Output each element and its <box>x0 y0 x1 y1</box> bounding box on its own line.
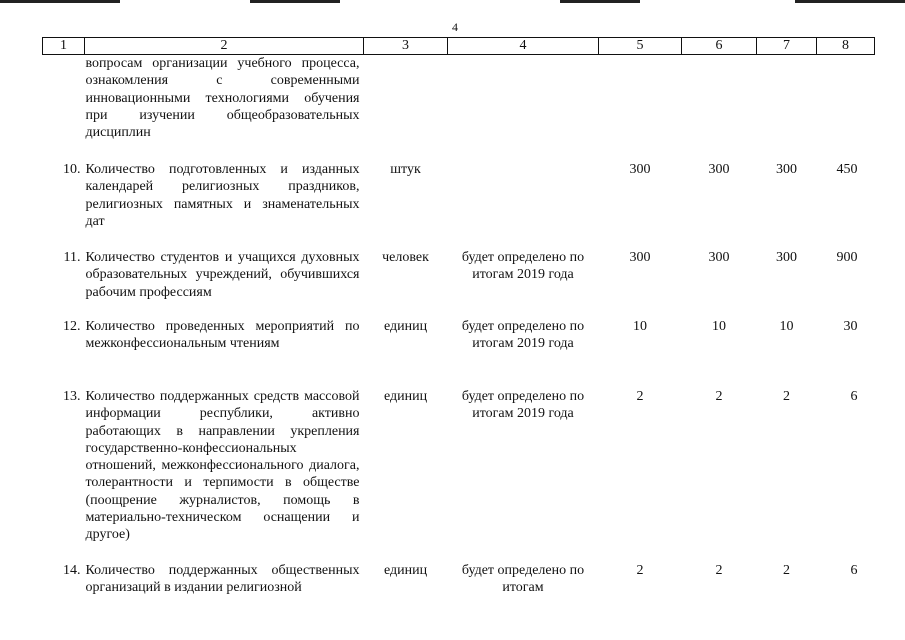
value-col7: 2 <box>783 389 790 404</box>
row-number: 10. <box>63 162 81 177</box>
column-header-6: 6 <box>682 38 757 55</box>
table-row <box>43 161 875 249</box>
value-col5 <box>599 55 682 162</box>
column-header-2: 2 <box>85 38 364 55</box>
unit-cell: человек <box>382 250 429 265</box>
indicator-text: Количество подготовленных и изданных календарей религиозных праздников, религиозных памятных и знаменательных дат <box>85 162 360 229</box>
value-col6: 300 <box>708 162 730 177</box>
value-col5: 2 <box>636 563 644 578</box>
base-value-cell: будет определено по итогам <box>461 563 585 596</box>
row-number <box>43 55 85 162</box>
table-row <box>43 388 875 562</box>
base-value-cell: будет определено по итогам 2019 года <box>461 389 585 422</box>
indicator-text: Количество поддержанных общественных организаций в издании религиозной <box>85 563 360 596</box>
base-value-cell <box>448 55 599 162</box>
value-col7: 10 <box>779 319 794 334</box>
indicator-text: Количество студентов и учащихся духовных образовательных учреждений, обучившихся рабочим профессиям <box>85 250 360 300</box>
value-col6: 2 <box>715 389 723 404</box>
indicator-text: Количество поддержанных средств массовой информации республики, активно работающих в направлении укрепления государственно-конфессиональных отношений, межконфессионального диалога, толерантности и терпимости в обществе (поощрение журналистов, помощь в материально-техническом оснащении и другое) <box>85 389 360 543</box>
value-col8 <box>817 55 875 162</box>
unit-cell: единиц <box>383 389 428 404</box>
value-col8: 6 <box>850 563 858 578</box>
value-col7: 2 <box>783 563 790 578</box>
table-row <box>43 55 875 162</box>
unit-cell: единиц <box>383 563 428 578</box>
column-header-4: 4 <box>448 38 599 55</box>
column-header-7: 7 <box>757 38 817 55</box>
value-col8: 900 <box>836 250 858 265</box>
value-col6 <box>682 55 757 162</box>
indicator-text: Количество проведенных мероприятий по межконфессиональным чтениям <box>85 319 360 352</box>
value-col7 <box>757 55 817 162</box>
indicators-table <box>42 37 875 602</box>
column-header-8: 8 <box>817 38 875 55</box>
table-row <box>43 318 875 388</box>
value-col6: 300 <box>708 250 730 265</box>
base-value-cell: будет определено по итогам 2019 года <box>461 250 585 283</box>
unit-cell: штук <box>390 162 421 177</box>
value-col5: 2 <box>636 389 644 404</box>
column-header-1: 1 <box>43 38 85 55</box>
column-number-header-row <box>43 38 875 55</box>
value-col7: 300 <box>776 162 797 177</box>
unit-cell <box>364 55 448 162</box>
value-col5: 300 <box>629 250 651 265</box>
unit-cell: единиц <box>383 319 428 334</box>
table-row <box>43 562 875 602</box>
value-col8: 30 <box>843 319 858 334</box>
value-col5: 300 <box>629 162 651 177</box>
value-col8: 6 <box>850 389 858 404</box>
column-header-3: 3 <box>364 38 448 55</box>
page-number: 4 <box>452 20 458 34</box>
value-col6: 10 <box>712 319 726 334</box>
value-col5: 10 <box>633 319 647 334</box>
top-border-line <box>0 0 905 4</box>
row-number: 12. <box>63 319 81 334</box>
row-number: 13. <box>63 389 81 404</box>
row-number: 11. <box>63 250 81 265</box>
value-col6: 2 <box>715 563 723 578</box>
value-col7: 300 <box>776 250 797 265</box>
base-value-cell <box>448 161 599 249</box>
indicator-text: вопросам организации учебного процесса, ознакомления с современными инновационными технологиями обучения при изучении общеобразовательных дисциплин <box>85 56 360 141</box>
base-value-cell: будет определено по итогам 2019 года <box>461 319 585 352</box>
table-row <box>43 249 875 318</box>
column-header-5: 5 <box>599 38 682 55</box>
row-number: 14. <box>63 563 81 578</box>
value-col8: 450 <box>836 162 858 177</box>
